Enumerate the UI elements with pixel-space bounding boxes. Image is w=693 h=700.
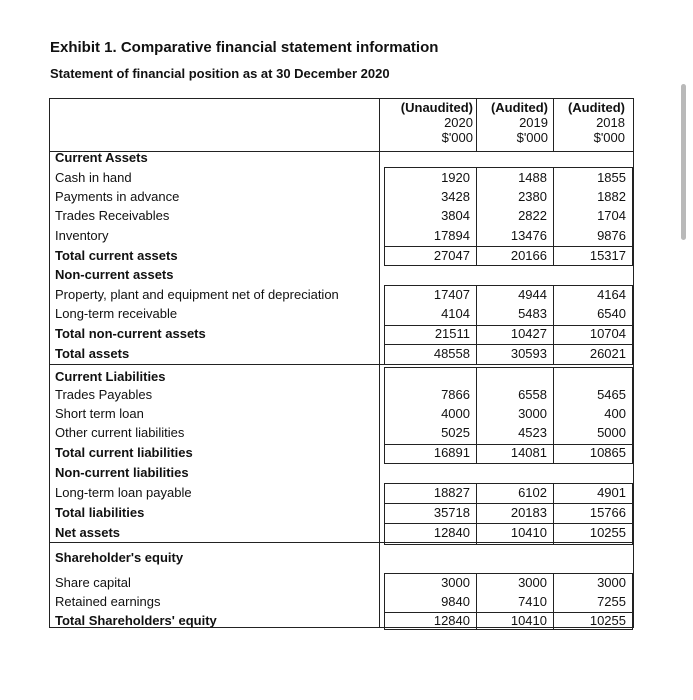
label-share-capital: Share capital: [55, 575, 131, 590]
value-total-assets-col2: 30593: [510, 346, 547, 361]
value-other-current-liabilities-col3: 5000: [597, 425, 626, 440]
value-total-liabilities-col1: 35718: [433, 505, 470, 520]
value-total-current-liabilities-col1: 16891: [433, 445, 470, 460]
value-trades-payables-col3: 5465: [597, 387, 626, 402]
col-divider: [553, 483, 554, 545]
exhibit-title: Exhibit 1. Comparative financial statement information: [50, 39, 439, 56]
value-total-current-assets-col3: 15317: [589, 248, 626, 263]
value-total-current-liabilities-col2: 14081: [510, 445, 547, 460]
value-inventory-col2: 13476: [510, 228, 547, 243]
value-total-equity-col3: 10255: [589, 613, 626, 628]
label-current-liabilities: Current Liabilities: [55, 369, 166, 384]
label-inventory: Inventory: [55, 228, 109, 243]
column-unit: $'000: [516, 130, 548, 145]
value-ppe-col3: 4164: [597, 287, 626, 302]
label-ppe: Property, plant and equipment net of depreciation: [55, 287, 339, 302]
column-status: (Audited): [490, 100, 548, 115]
label-total-equity: Total Shareholders' equity: [55, 613, 217, 628]
statement-subtitle: Statement of financial position as at 30 December 2020: [50, 66, 390, 81]
value-trades-payables-col1: 7866: [441, 387, 470, 402]
column-header-2019: [478, 100, 548, 145]
value-short-term-loan-col2: 3000: [518, 406, 547, 421]
col-divider: [553, 167, 554, 266]
value-trades-receivables-col3: 1704: [597, 208, 626, 223]
column-status: (Audited): [567, 100, 625, 115]
value-lt-loan-col1: 18827: [433, 485, 470, 500]
label-total-liabilities: Total liabilities: [55, 505, 145, 520]
value-short-term-loan-col3: 400: [604, 406, 626, 421]
value-payments-advance-col1: 3428: [441, 189, 470, 204]
value-other-current-liabilities-col2: 4523: [518, 425, 547, 440]
value-total-current-liabilities-col3: 10865: [589, 445, 626, 460]
value-lt-loan-col3: 4901: [597, 485, 626, 500]
value-total-current-assets-col1: 27047: [433, 248, 470, 263]
value-total-noncurrent-assets-col3: 10704: [589, 326, 626, 341]
header-divider: [553, 98, 554, 151]
column-status: (Unaudited): [400, 100, 473, 115]
label-total-current-liabilities: Total current liabilities: [55, 445, 193, 460]
label-other-current-liabilities: Other current liabilities: [55, 425, 185, 440]
label-net-assets: Net assets: [55, 525, 121, 540]
value-cash-col3: 1855: [597, 170, 626, 185]
label-total-assets: Total assets: [55, 346, 130, 361]
value-lt-receivable-col2: 5483: [518, 306, 547, 321]
column-header-2020: [385, 100, 473, 145]
value-ppe-col1: 17407: [433, 287, 470, 302]
label-noncurrent-assets: Non-current assets: [55, 267, 174, 282]
label-trades-payables: Trades Payables: [55, 387, 153, 402]
value-total-equity-col2: 10410: [510, 613, 547, 628]
value-lt-receivable-col3: 6540: [597, 306, 626, 321]
value-payments-advance-col2: 2380: [518, 189, 547, 204]
value-inventory-col1: 17894: [433, 228, 470, 243]
value-trades-receivables-col1: 3804: [441, 208, 470, 223]
label-total-current-assets: Total current assets: [55, 248, 178, 263]
value-net-assets-col3: 10255: [589, 525, 626, 540]
value-retained-earnings-col3: 7255: [597, 594, 626, 609]
value-retained-earnings-col1: 9840: [441, 594, 470, 609]
column-header-2018: [555, 100, 625, 145]
column-unit: $'000: [593, 130, 625, 145]
label-cash: Cash in hand: [55, 170, 132, 185]
value-total-current-assets-col2: 20166: [510, 248, 547, 263]
col-divider: [553, 573, 554, 630]
value-inventory-col3: 9876: [597, 228, 626, 243]
value-trades-payables-col2: 6558: [518, 387, 547, 402]
value-share-capital-col1: 3000: [441, 575, 470, 590]
scrollbar[interactable]: [681, 84, 686, 240]
value-ppe-col2: 4944: [518, 287, 547, 302]
value-cash-col1: 1920: [441, 170, 470, 185]
value-total-liabilities-col2: 20183: [510, 505, 547, 520]
column-year: 2020: [444, 115, 473, 130]
label-noncurrent-liabilities: Non-current liabilities: [55, 465, 189, 480]
value-other-current-liabilities-col1: 5025: [441, 425, 470, 440]
value-total-equity-col1: 12840: [433, 613, 470, 628]
label-trades-receivables: Trades Receivables: [55, 208, 170, 223]
value-lt-loan-col2: 6102: [518, 485, 547, 500]
column-year: 2018: [596, 115, 625, 130]
value-retained-earnings-col2: 7410: [518, 594, 547, 609]
label-shareholders-equity: Shareholder's equity: [55, 550, 184, 565]
value-share-capital-col3: 3000: [597, 575, 626, 590]
value-trades-receivables-col2: 2822: [518, 208, 547, 223]
value-total-noncurrent-assets-col2: 10427: [510, 326, 547, 341]
label-payments-advance: Payments in advance: [55, 189, 180, 204]
value-payments-advance-col3: 1882: [597, 189, 626, 204]
value-share-capital-col2: 3000: [518, 575, 547, 590]
label-total-noncurrent-assets: Total non-current assets: [55, 326, 206, 341]
value-total-assets-col3: 26021: [589, 346, 626, 361]
value-total-assets-col1: 48558: [433, 346, 470, 361]
value-lt-receivable-col1: 4104: [441, 306, 470, 321]
column-year: 2019: [519, 115, 548, 130]
label-retained-earnings: Retained earnings: [55, 594, 161, 609]
value-total-liabilities-col3: 15766: [589, 505, 626, 520]
col-divider: [553, 367, 554, 464]
header-divider: [476, 98, 477, 151]
value-net-assets-col1: 12840: [433, 525, 470, 540]
column-unit: $'000: [441, 130, 473, 145]
label-lt-receivable: Long-term receivable: [55, 306, 178, 321]
label-short-term-loan: Short term loan: [55, 406, 144, 421]
label-lt-loan: Long-term loan payable: [55, 485, 192, 500]
label-current-assets: Current Assets: [55, 150, 148, 165]
value-total-noncurrent-assets-col1: 21511: [434, 326, 470, 341]
value-cash-col2: 1488: [518, 170, 547, 185]
value-short-term-loan-col1: 4000: [441, 406, 470, 421]
value-net-assets-col2: 10410: [510, 525, 547, 540]
